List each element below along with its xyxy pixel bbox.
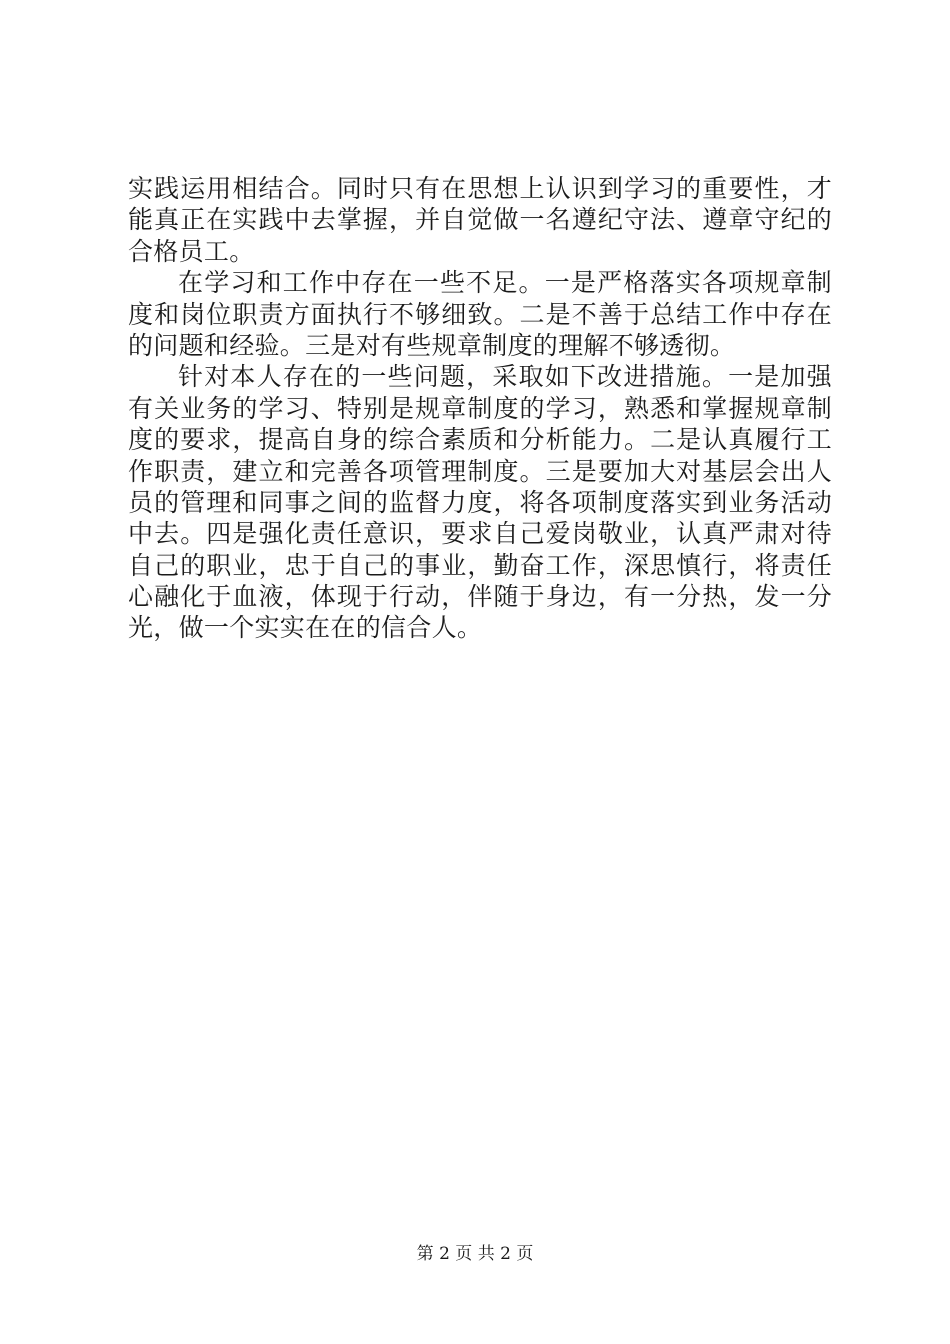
document-body: [128, 173, 832, 644]
text-line: 有关业务的学习、特别是规章制度的学习，熟悉和掌握规章制: [128, 393, 832, 423]
text-line: 度和岗位职责方面执行不够细致。二是不善于总结工作中存在: [128, 299, 832, 329]
text-line: 实践运用相结合。同时只有在思想上认识到学习的重要性，才: [128, 174, 832, 203]
text-line: 自己的职业，忠于自己的事业，勤奋工作，深思慎行，将责任: [128, 550, 832, 580]
text-line: 心融化于血液，体现于行动，伴随于身边，有一分热，发一分: [128, 582, 832, 612]
text-line: 员的管理和同事之间的监督力度，将各项制度落实到业务活动: [128, 487, 832, 517]
text-line: 合格员工。: [128, 236, 255, 266]
text-line: 中去。四是强化责任意识，要求自己爱岗敬业，认真严肃对待: [128, 519, 832, 549]
page-number-footer: 第 2 页 共 2 页: [416, 1244, 534, 1264]
paragraph-first-line: 针对本人存在的一些问题，采取如下改进措施。一是加强: [178, 362, 832, 392]
text-line: 光，做一个实实在在的信合人。: [128, 613, 483, 643]
text-line: 能真正在实践中去掌握，并自觉做一名遵纪守法、遵章守纪的: [128, 205, 832, 235]
text-line: 作职责，建立和完善各项管理制度。三是要加大对基层会出人: [128, 456, 832, 486]
paragraph-first-line: 在学习和工作中存在一些不足。一是严格落实各项规章制: [178, 268, 832, 298]
text-line: 度的要求，提高自身的综合素质和分析能力。二是认真履行工: [128, 425, 832, 455]
text-line: 的问题和经验。三是对有些规章制度的理解不够透彻。: [128, 330, 736, 360]
